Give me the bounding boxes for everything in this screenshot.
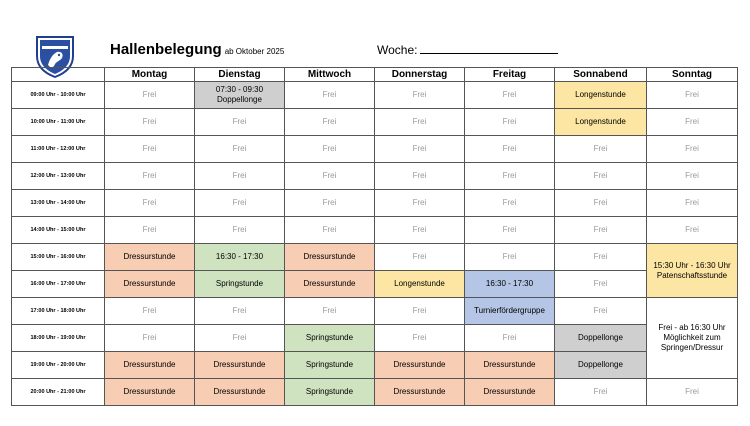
time-slot: 14:00 Uhr - 15:00 Uhr — [12, 217, 105, 244]
schedule-cell: Frei — [555, 379, 647, 406]
schedule-cell: Frei — [647, 109, 738, 136]
week-label: Woche: — [377, 43, 418, 57]
schedule-cell: Springstunde — [285, 352, 375, 379]
schedule-cell: Frei — [375, 163, 465, 190]
schedule-cell: Dressurstunde — [375, 352, 465, 379]
schedule-cell: Frei — [195, 109, 285, 136]
day-header: Donnerstag — [375, 68, 465, 82]
schedule-cell: Frei — [375, 298, 465, 325]
schedule-cell: Dressurstunde — [285, 271, 375, 298]
schedule-cell: Frei — [105, 325, 195, 352]
corner-cell — [12, 68, 105, 82]
day-header: Mittwoch — [285, 68, 375, 82]
schedule-cell: Frei — [555, 298, 647, 325]
schedule-cell: Frei — [195, 136, 285, 163]
schedule-cell: Frei — [375, 109, 465, 136]
schedule-cell: Frei — [285, 163, 375, 190]
table-row — [12, 136, 738, 163]
schedule-cell: Doppellonge — [555, 352, 647, 379]
schedule-cell: Springstunde — [195, 271, 285, 298]
schedule-cell: Frei — [375, 190, 465, 217]
schedule-cell: Frei — [285, 217, 375, 244]
schedule-cell: Frei — [555, 217, 647, 244]
schedule-cell: Frei — [465, 82, 555, 109]
schedule-cell: Frei — [465, 136, 555, 163]
schedule-cell: Dressurstunde — [105, 244, 195, 271]
table-row — [12, 325, 738, 352]
schedule-cell: Frei — [647, 136, 738, 163]
time-slot: 13:00 Uhr - 14:00 Uhr — [12, 190, 105, 217]
schedule-cell: Dressurstunde — [285, 244, 375, 271]
schedule-cell: Frei — [105, 163, 195, 190]
schedule-cell: Dressurstunde — [105, 271, 195, 298]
time-slot: 18:00 Uhr - 19:00 Uhr — [12, 325, 105, 352]
schedule-cell: Doppellonge — [555, 325, 647, 352]
time-slot: 19:00 Uhr - 20:00 Uhr — [12, 352, 105, 379]
table-row — [12, 109, 738, 136]
schedule-cell: Frei — [195, 163, 285, 190]
schedule-cell: Frei — [195, 217, 285, 244]
schedule-cell: Frei — [465, 217, 555, 244]
schedule-cell: Frei — [105, 109, 195, 136]
schedule-cell: Longenstunde — [375, 271, 465, 298]
day-header: Freitag — [465, 68, 555, 82]
schedule-cell: 15:30 Uhr - 16:30 Uhr Patenschaftsstunde — [647, 244, 738, 298]
schedule-cell: Frei — [105, 82, 195, 109]
schedule-table — [11, 67, 738, 406]
schedule-cell: Frei — [285, 82, 375, 109]
schedule-cell: Frei — [285, 136, 375, 163]
time-slot: 10:00 Uhr - 11:00 Uhr — [12, 109, 105, 136]
schedule-cell: Dressurstunde — [105, 352, 195, 379]
schedule-cell: Frei — [105, 190, 195, 217]
table-row — [12, 163, 738, 190]
subtitle: ab Oktober 2025 — [224, 47, 285, 56]
schedule-cell: Frei — [465, 244, 555, 271]
schedule-cell: Frei — [647, 82, 738, 109]
day-header: Sonnabend — [555, 68, 647, 82]
time-slot: 15:00 Uhr - 16:00 Uhr — [12, 244, 105, 271]
schedule-cell: Frei - ab 16:30 Uhr Möglichkeit zum Springen/Dressur — [647, 298, 738, 379]
time-slot: 09:00 Uhr - 10:00 Uhr — [12, 82, 105, 109]
table-row — [12, 379, 738, 406]
schedule-cell: Frei — [195, 325, 285, 352]
header-row — [12, 68, 738, 82]
time-slot: 11:00 Uhr - 12:00 Uhr — [12, 136, 105, 163]
schedule-cell: Dressurstunde — [105, 379, 195, 406]
week-blank-line — [420, 43, 558, 54]
schedule-cell: 07:30 - 09:30 Doppellonge — [195, 82, 285, 109]
table-row — [12, 271, 738, 298]
schedule-cell: Frei — [555, 190, 647, 217]
schedule-cell: Frei — [375, 217, 465, 244]
schedule-cell: Frei — [465, 163, 555, 190]
schedule-cell: Frei — [285, 190, 375, 217]
schedule-cell: Frei — [647, 190, 738, 217]
schedule-cell: Frei — [375, 82, 465, 109]
schedule-cell: Springstunde — [285, 379, 375, 406]
schedule-cell: Frei — [195, 298, 285, 325]
schedule-cell: Frei — [375, 136, 465, 163]
time-slot: 12:00 Uhr - 13:00 Uhr — [12, 163, 105, 190]
schedule-cell: Frei — [555, 136, 647, 163]
schedule-cell: Longenstunde — [555, 109, 647, 136]
schedule-cell: Dressurstunde — [195, 379, 285, 406]
schedule-cell: 16:30 - 17:30 — [465, 271, 555, 298]
table-row — [12, 217, 738, 244]
schedule-cell: Frei — [647, 163, 738, 190]
schedule-cell: Frei — [285, 109, 375, 136]
schedule-cell: Frei — [195, 190, 285, 217]
schedule-cell: Frei — [105, 298, 195, 325]
schedule-cell: Longenstunde — [555, 82, 647, 109]
schedule-cell: Frei — [105, 136, 195, 163]
schedule-cell: Frei — [465, 325, 555, 352]
schedule-cell: Frei — [555, 163, 647, 190]
schedule-cell: Dressurstunde — [195, 352, 285, 379]
schedule-cell: Turnierfördergruppe — [465, 298, 555, 325]
schedule-cell: Frei — [647, 217, 738, 244]
schedule-cell: 16:30 - 17:30 — [195, 244, 285, 271]
schedule-cell: Dressurstunde — [465, 352, 555, 379]
schedule-cell: Frei — [375, 325, 465, 352]
schedule-cell: Dressurstunde — [465, 379, 555, 406]
schedule-cell: Frei — [375, 244, 465, 271]
schedule-cell: Frei — [555, 271, 647, 298]
schedule-cell: Frei — [647, 379, 738, 406]
table-row — [12, 352, 738, 379]
title-text: Hallenbelegung — [110, 41, 222, 58]
schedule-cell: Frei — [465, 190, 555, 217]
time-slot: 17:00 Uhr - 18:00 Uhr — [12, 298, 105, 325]
table-row — [12, 82, 738, 109]
schedule-cell: Frei — [555, 244, 647, 271]
schedule-cell: Frei — [105, 217, 195, 244]
time-slot: 20:00 Uhr - 21:00 Uhr — [12, 379, 105, 406]
schedule-cell: Dressurstunde — [375, 379, 465, 406]
day-header: Sonntag — [647, 68, 738, 82]
schedule-cell: Springstunde — [285, 325, 375, 352]
table-row — [12, 244, 738, 271]
time-slot: 16:00 Uhr - 17:00 Uhr — [12, 271, 105, 298]
day-header: Dienstag — [195, 68, 285, 82]
page-title — [110, 41, 284, 58]
schedule-cell: Frei — [285, 298, 375, 325]
week-field — [377, 43, 558, 57]
schedule-cell: Frei — [465, 109, 555, 136]
day-header: Montag — [105, 68, 195, 82]
table-row — [12, 190, 738, 217]
table-row — [12, 298, 738, 325]
